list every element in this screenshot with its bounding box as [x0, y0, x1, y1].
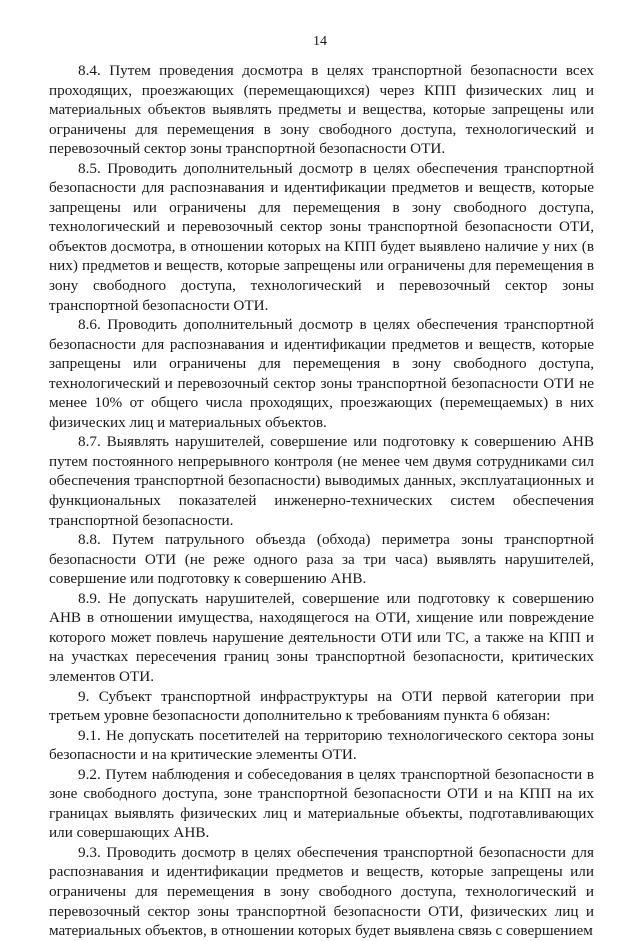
paragraph-9-3: 9.3. Проводить досмотр в целях обеспечения транспортной безопасности для распознавания и идентификации предметов и веществ, которые запрещены или ограничены для перемещения в зону свободного доступа, технологический и перевозочный сектор зоны транспортной безопасности ОТИ, физических лиц и материальных объектов, в отношении которых будет выявлена связь с совершением: [49, 843, 594, 940]
body-text: [49, 61, 594, 941]
page-number: 14: [313, 34, 327, 49]
paragraph-8-5: 8.5. Проводить дополнительный досмотр в целях обеспечения транспортной безопасности для распознавания и идентификации предметов и веществ, которые запрещены или ограничены для перемещения в зону свободного доступа, технологический и перевозочный сектор зоны транспортной безопасности ОТИ, объектов досмотра, в отношении которых на КПП будет выявлено наличие у них (в них) предметов и веществ, которые запрещены или ограничены для перемещения в зону свободного доступа, технологический и перевозочный сектор зоны транспортной безопасности ОТИ.: [49, 159, 594, 314]
paragraph-8-4: 8.4. Путем проведения досмотра в целях транспортной безопасности всех проходящих, проезжающих (перемещающихся) через КПП физических лиц и материальных объектов выявлять предметы и вещества, которые запрещены или ограничены для перемещения в зону свободного доступа, технологический и перевозочный сектор зоны транспортной безопасности ОТИ.: [49, 62, 594, 158]
paragraph-8-8: 8.8. Путем патрульного объезда (обхода) периметра зоны транспортной безопасности ОТИ (не реже одного раза за три часа) выявлять нарушителей, совершение или подготовку к совершению АНВ.: [49, 531, 594, 588]
paragraph-9: 9. Субъект транспортной инфраструктуры на ОТИ первой категории при третьем уровне безопасности дополнительно к требованиям пункта 6 обязан:: [49, 687, 594, 725]
paragraph-8-9: 8.9. Не допускать нарушителей, совершение или подготовку к совершению АНВ в отношении имущества, находящегося на ОТИ, хищение или повреждение которого может повлечь нарушение деятельности ОТИ или ТС, а также на КПП и на участках пересечения границ зоны транспортной безопасности, критических элементов ОТИ.: [49, 589, 594, 685]
paragraph-9-1: 9.1. Не допускать посетителей на территорию технологического сектора зоны безопасности и на критические элементы ОТИ.: [49, 726, 594, 764]
paragraph-8-6: 8.6. Проводить дополнительный досмотр в целях обеспечения транспортной безопасности для распознавания и идентификации предметов и веществ, которые запрещены или ограничены для перемещения в зону свободного доступа, технологический и перевозочный сектор зоны транспортной безопасности ОТИ не менее 10% от общего числа проходящих, проезжающих (перемещаемых) в них физических лиц и материальных объектов.: [49, 316, 594, 431]
paragraph-8-7: 8.7. Выявлять нарушителей, совершение или подготовку к совершению АНВ путем постоянного непрерывного контроля (не менее чем двумя сотрудниками сил обеспечения транспортной безопасности) выводимых данных, эксплуатационных и функциональных показателей инженерно-технических систем обеспечения транспортной безопасности.: [49, 433, 594, 529]
paragraph-9-2: 9.2. Путем наблюдения и собеседования в целях транспортной безопасности в зоне свободного доступа, зоне транспортной безопасности ОТИ и на КПП на их границах выявлять физических лиц и материальные объекты, подготавливающих или совершающих АНВ.: [49, 765, 594, 842]
